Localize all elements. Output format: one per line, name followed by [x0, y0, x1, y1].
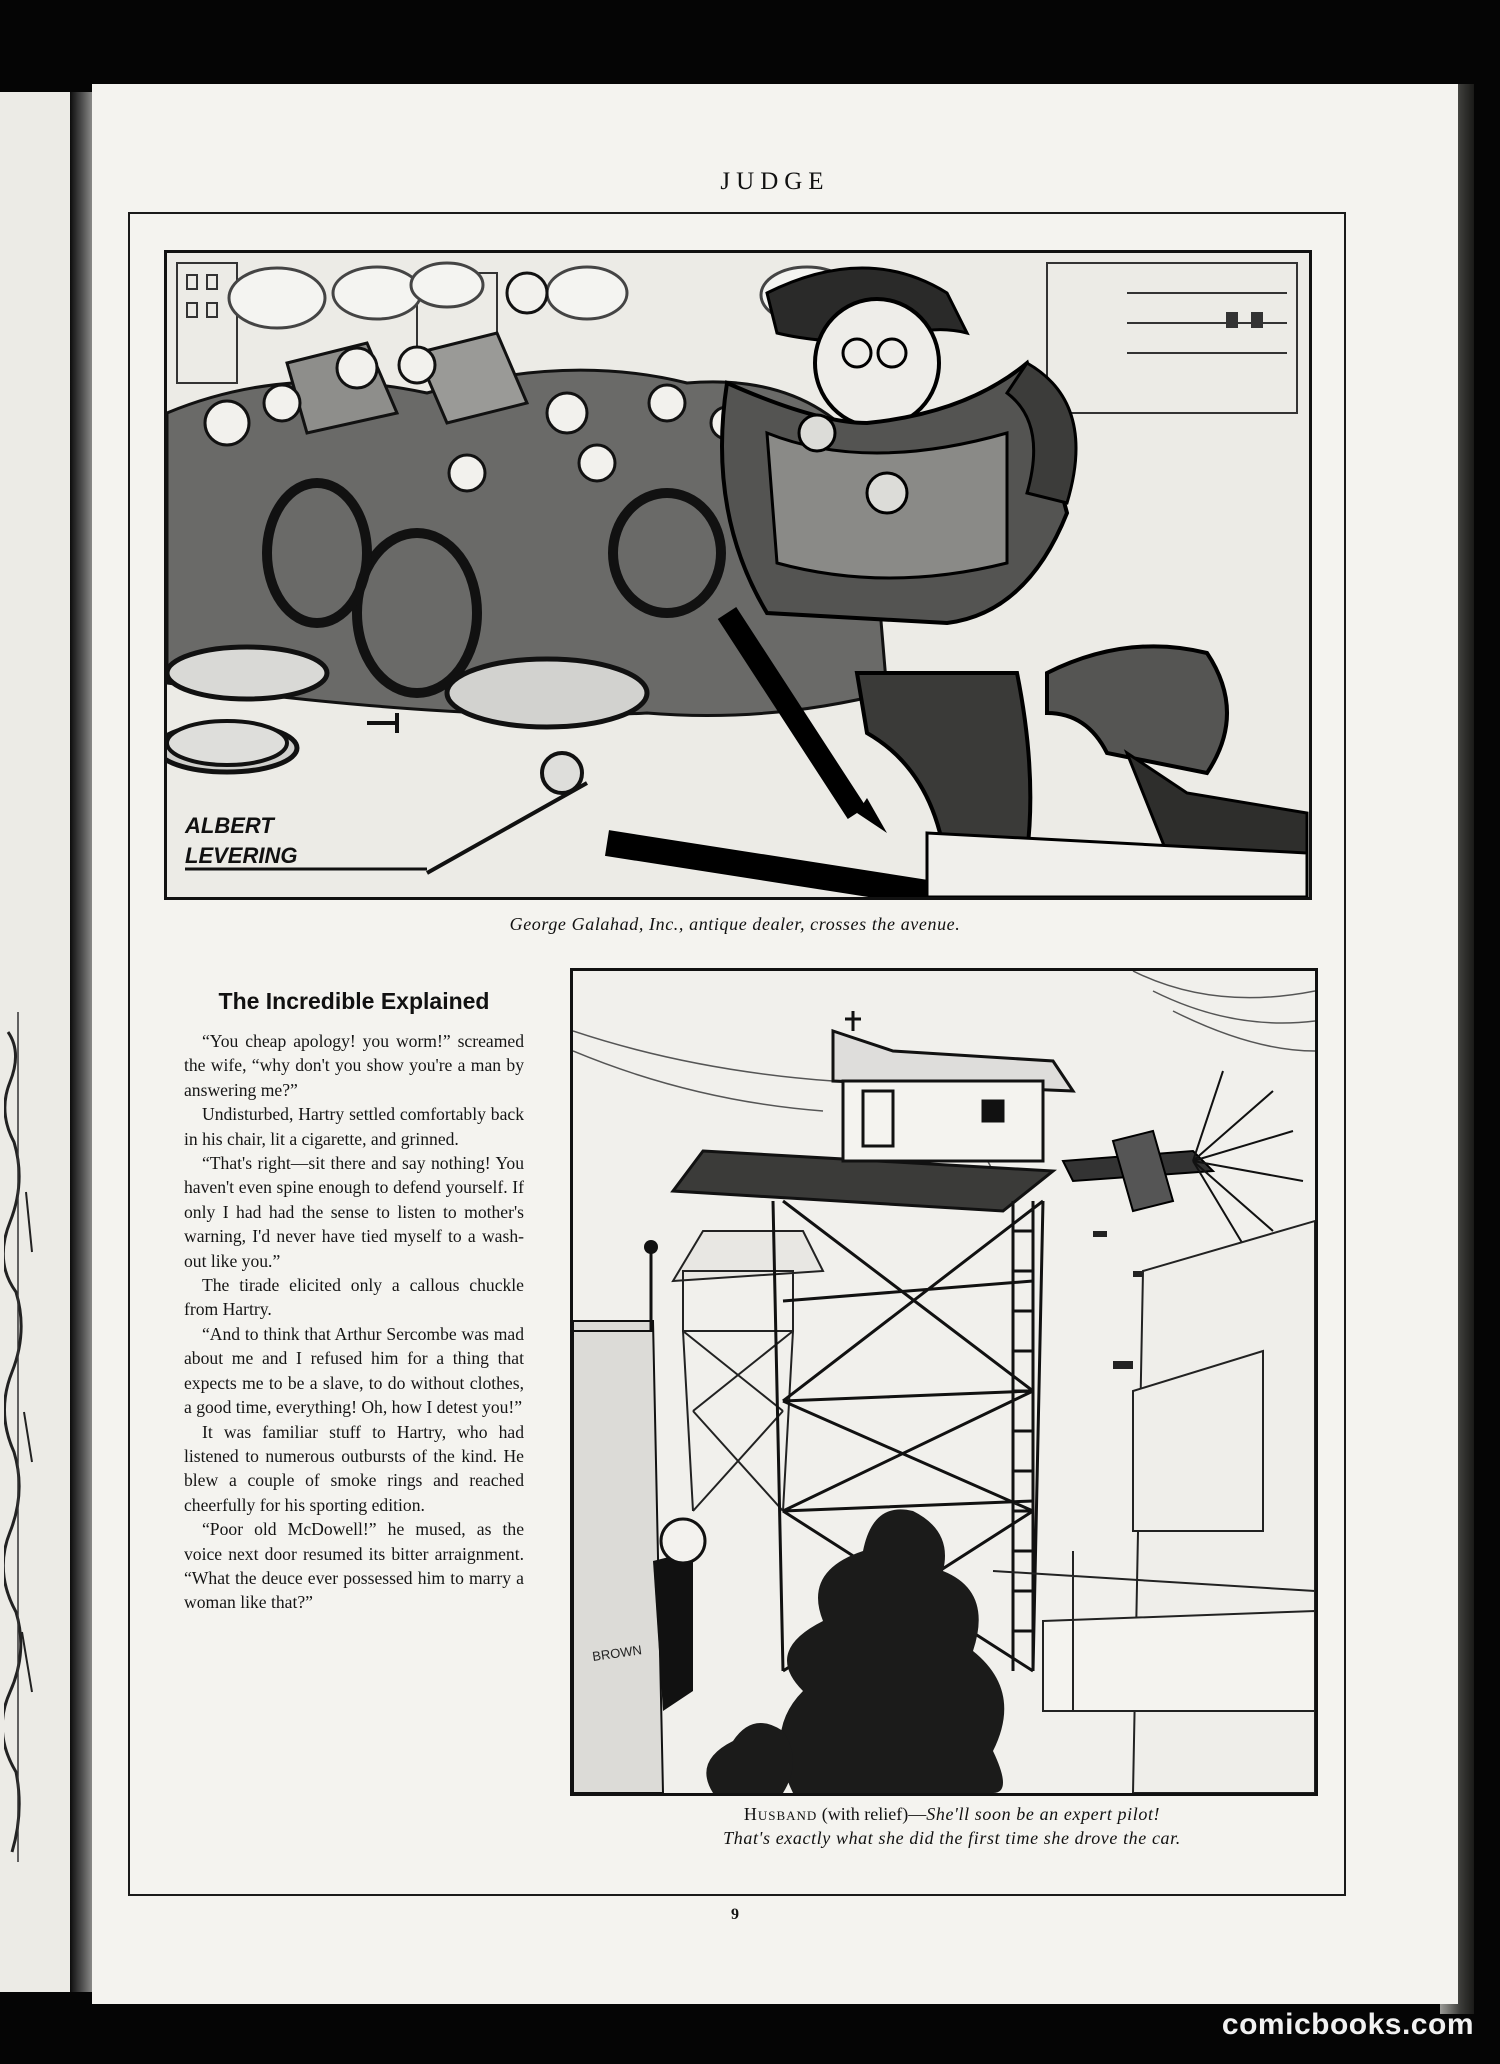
caption-line-2 — [552, 1826, 1352, 1850]
magazine-page — [92, 84, 1458, 2004]
caption-stage-direction: (with relief)— — [817, 1804, 927, 1824]
book-spine-shadow — [70, 92, 92, 1992]
facing-page-illustration-fragment — [4, 992, 34, 1872]
svg-text:ALBERT: ALBERT — [185, 813, 274, 838]
svg-text:BROWN: BROWN — [591, 1642, 643, 1664]
article-title: The Incredible Explained — [218, 988, 490, 1014]
svg-text:LEVERING: LEVERING — [185, 843, 298, 868]
page-number: 9 — [731, 1906, 739, 1923]
bottom-cartoon-illustration — [570, 968, 1318, 1796]
caption-quote-2: That's exactly what she did the first time she drove the car. — [723, 1828, 1181, 1848]
article-paragraph: It was familiar stuff to Hartry, who had listened to numerous outbursts of the kind. He blew a couple of smoke rings and reached cheerfully for his sporting edition. — [184, 1421, 524, 1515]
caption-line-1 — [552, 1802, 1352, 1826]
caption-quote-1: She'll soon be an expert pilot! — [926, 1804, 1161, 1824]
top-cartoon-caption: George Galahad, Inc., antique dealer, crosses the avenue. — [509, 914, 961, 934]
article-paragraph: Undisturbed, Hartry settled comfortably back in his chair, lit a cigarette, and grinned. — [184, 1104, 524, 1149]
article-column — [184, 988, 524, 1615]
article-paragraph: The tirade elicited only a callous chuckle from Hartry. — [184, 1275, 524, 1320]
article-paragraph: “That's right—sit there and say nothing! You haven't even spine enough to defend yourself. If only I had had the sense to listen to mother's warning, I'd never have tied myself to a wash-out like you.” — [184, 1153, 524, 1271]
magazine-title: JUDGE — [720, 168, 830, 195]
article-paragraph: “Poor old McDowell!” he mused, as the voice next door resumed its bitter arraignment. “What the deuce ever possessed him to marry a woman like that?” — [184, 1519, 524, 1613]
facing-page-edge — [0, 92, 73, 1992]
bottom-cartoon-caption — [552, 1802, 1352, 1850]
top-cartoon-illustration — [164, 250, 1312, 900]
article-paragraph: “And to think that Arthur Sercombe was mad about me and I refused him for a thing that expects me to be a slave, to do without clothes, a good time, everything! Oh, how I detest you!” — [184, 1323, 524, 1418]
site-watermark: comicbooks.com — [1221, 2008, 1474, 2041]
article-paragraph: “You cheap apology! you worm!” screamed the wife, “why don't you show you're a man by answering me?” — [184, 1031, 524, 1100]
caption-speaker: Husband — [743, 1804, 818, 1824]
